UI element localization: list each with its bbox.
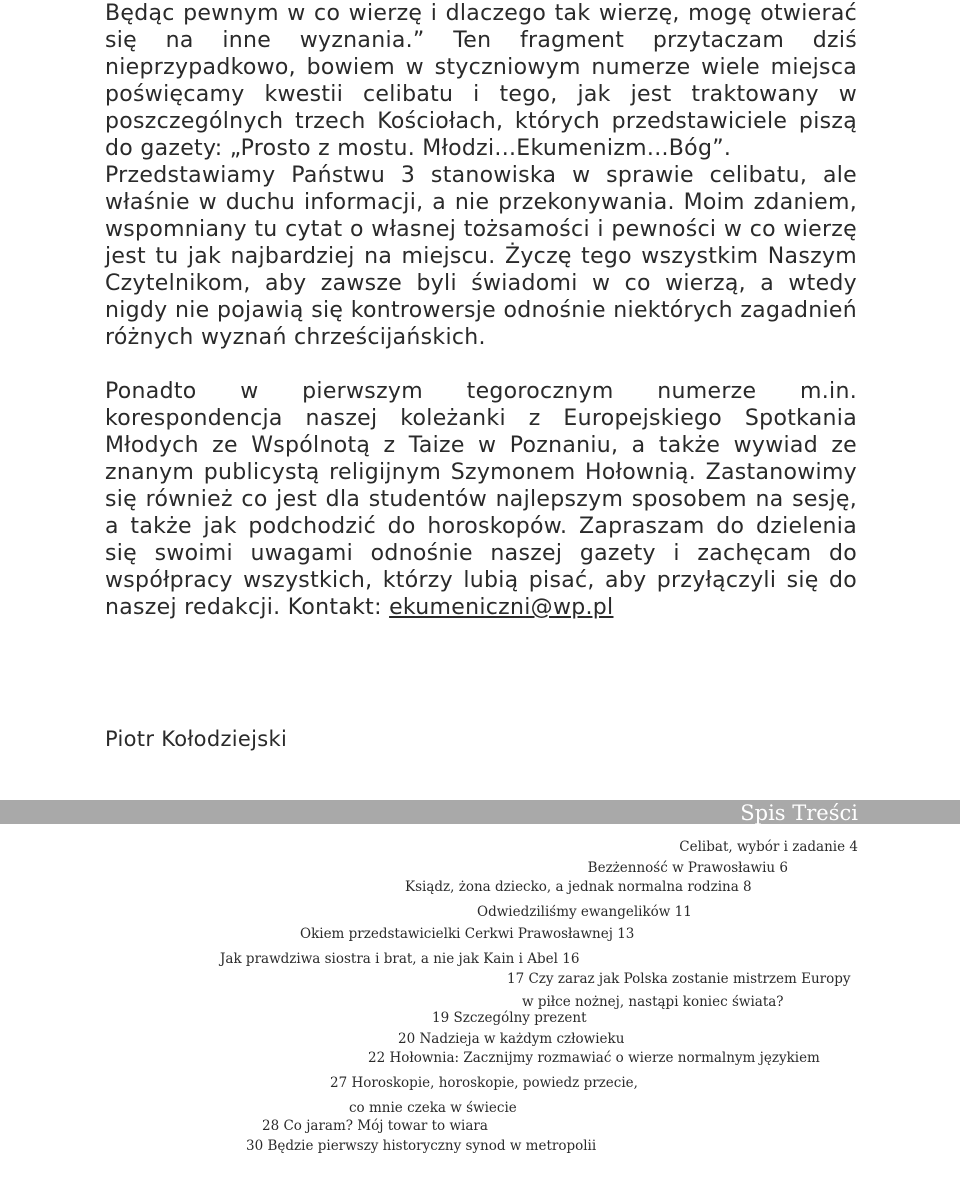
toc-item[interactable]: 20 Nadzieja w każdym człowieku — [398, 1031, 625, 1047]
toc-item[interactable]: Bezżenność w Prawosławiu 6 — [587, 860, 788, 876]
toc-item[interactable]: 17 Czy zaraz jak Polska zostanie mistrzem Europy — [507, 971, 851, 987]
toc-item[interactable]: Ksiądz, żona dziecko, a jednak normalna rodzina 8 — [405, 879, 752, 895]
contact-email-link[interactable]: ekumeniczni@wp.pl — [389, 595, 614, 620]
toc-item[interactable]: 19 Szczególny prezent — [432, 1010, 587, 1026]
toc-item[interactable]: 27 Horoskopie, horoskopie, powiedz przecie, — [330, 1075, 638, 1091]
toc-item[interactable]: Okiem przedstawicielki Cerkwi Prawosławnej 13 — [300, 926, 635, 942]
article-paragraph-2: Przedstawiamy Państwu 3 stanowiska w sprawie celibatu, ale właśnie w duchu informacji, a nie przekonywania. Moim zdaniem, wspomniany tu cytat o własnej tożsamości i pewności w co wierzę jest tu jak najbardziej na miejscu. Życzę tego wszystkim Naszym Czytelnikom, aby zawsze byli świadomi w co wierzą, a wtedy nigdy nie pojawią się kontrowersje odnośnie niektórych zagadnień różnych wyznań chrześcijańskich. — [105, 163, 857, 350]
article-paragraph-3-text: Ponadto w pierwszym tegorocznym numerze m.in. korespondencja naszej koleżanki z Europejskiego Spotkania Młodych ze Wspólnotą z Taize w Poznaniu, a także wywiad ze znanym publicystą religijnym Szymonem Hołownią. Zastanowimy się również co jest dla studentów najlepszym sposobem na sesję, a także jak podchodzić do horoskopów. Zapraszam do dzielenia się swoimi uwagami odnośnie naszej gazety i zachęcam do współpracy wszystkich, którzy lubią pisać, aby przyłączyli się do naszej redakcji. Kontakt: — [105, 379, 857, 620]
toc-item[interactable]: co mnie czeka w świecie — [349, 1100, 517, 1116]
article-body — [105, 0, 857, 621]
toc-item[interactable]: 30 Będzie pierwszy historyczny synod w metropolii — [246, 1138, 597, 1154]
toc-title: Spis Treści — [740, 801, 858, 825]
article-paragraph-1: Będąc pewnym w co wierzę i dlaczego tak wierzę, mogę otwierać się na inne wyznania.” Ten fragment przytaczam dziś nieprzypadkowo, bowiem w styczniowym numerze wiele miejsca poświęcamy kwestii celibatu i tego, jak jest traktowany w poszczególnych trzech Kościołach, których przedstawiciele piszą do gazety: „Prosto z mostu. Młodzi...Ekumenizm...Bóg”. — [105, 1, 857, 161]
toc-item[interactable]: Odwiedziliśmy ewangelików 11 — [477, 904, 692, 920]
toc-item[interactable]: 22 Hołownia: Zacznijmy rozmawiać o wierze normalnym językiem — [368, 1050, 820, 1066]
toc-item[interactable]: w piłce nożnej, nastąpi koniec świata? — [522, 994, 784, 1010]
article-paragraph-3 — [105, 378, 857, 621]
toc-item[interactable]: Jak prawdziwa siostra i brat, a nie jak Kain i Abel 16 — [220, 951, 580, 967]
author-signature: Piotr Kołodziejski — [105, 727, 288, 751]
toc-item[interactable]: 28 Co jaram? Mój towar to wiara — [262, 1118, 488, 1134]
toc-item[interactable]: Celibat, wybór i zadanie 4 — [679, 839, 858, 855]
